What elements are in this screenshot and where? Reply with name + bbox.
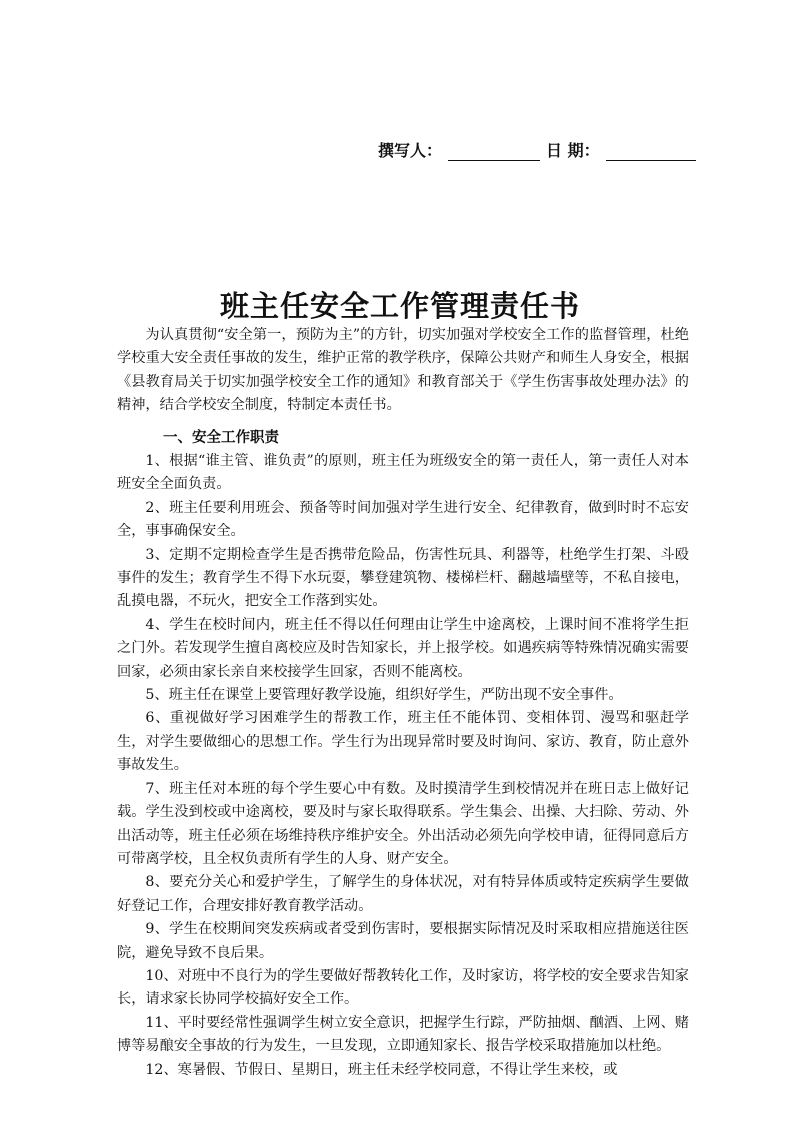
duty-item-6: 6、重视做好学习困难学生的帮教工作，班主任不能体罚、变相体罚、漫骂和驱赶学生，对学生要做细心的思想工作。学生行为出现异常时要及时询问、家访、教育，防止意外事故发生。: [117, 710, 689, 774]
duty-item-11: 11、平时要经常性强调学生树立安全意识，把握学生行踪，严防抽烟、酗酒、上网、赌博等易酿安全事故的行为发生，一旦发现，立即通知家长、报告学校采取措施加以杜绝。: [117, 1014, 689, 1055]
duty-item-2: 2、班主任要利用班会、预备等时间加强对学生进行安全、纪律教育，做到时时不忘安全，事事确保安全。: [117, 499, 689, 540]
author-blank: [448, 143, 540, 161]
duty-item-10: 10、对班中不良行为的学生要做好帮教转化工作，及时家访，将学校的安全要求告知家长，请求家长协同学校搞好安全工作。: [117, 967, 689, 1008]
section-heading: 一、安全工作职责: [163, 430, 279, 446]
signature-line: [378, 138, 688, 162]
duty-item-1: 1、根据“谁主管、谁负责”的原则，班主任为班级安全的第一责任人，第一责任人对本班安全全面负责。: [117, 453, 689, 493]
intro-paragraph: 为认真贯彻“安全第一，预防为主”的方针，切实加强对学校安全工作的监督管理，杜绝学校重大安全责任事故的发生，维护正常的教学秩序，保障公共财产和师生人身安全，根据《县教育局关于切实加强学校安全工作的通知》和教育部关于《学生伤害事故处理办法》的精神，结合学校安全制度，特制定本责任书。: [117, 327, 689, 414]
duty-list: [117, 450, 689, 1082]
duty-item-12: 12、寒暑假、节假日、星期日，班主任未经学校同意，不得让学生来校，或: [145, 1061, 618, 1078]
date-label: 日 期：: [546, 141, 600, 160]
duty-item-9: 9、学生在校期间突发疾病或者受到伤害时，要根据实际情况及时采取相应措施送往医院，避免导致不良后果。: [117, 921, 689, 961]
duty-item-5: 5、班主任在课堂上要管理好教学设施，组织好学生，严防出现不安全事件。: [145, 687, 623, 704]
intro-section: [117, 324, 689, 418]
author-label: 撰写人：: [378, 141, 443, 160]
document-title: 班主任安全工作管理责任书: [219, 289, 580, 323]
duty-item-8: 8、要充分关心和爱护学生，了解学生的身体状况，对有特异体质或特定疾病学生要做好登记工作，合理安排好教育教学活动。: [117, 874, 689, 914]
duty-item-4: 4、学生在校时间内，班主任不得以任何理由让学生中途离校，上课时间不准将学生拒之门外。若发现学生擅自离校应及时告知家长，并上报学校。如遇疾病等特殊情况确实需要回家，必须由家长亲自来校接学生回家，否则不能离校。: [117, 616, 689, 680]
date-blank: [606, 143, 696, 161]
duty-item-3: 3、定期不定期检查学生是否携带危险品，伤害性玩具、利器等，杜绝学生打架、斗殴事件的发生；教育学生不得下水玩耍，攀登建筑物、楼梯栏杆、翻越墙壁等，不私自接电，乱摸电器，不玩火，把安全工作落到实处。: [117, 546, 689, 610]
duty-item-7: 7、班主任对本班的每个学生要心中有数。及时摸清学生到校情况并在班日志上做好记载。学生没到校或中途离校，要及时与家长取得联系。学生集会、出操、大扫除、劳动、外出活动等，班主任必须在场维持秩序维护安全。外出活动必须先向学校申请，征得同意后方可带离学校，且全权负责所有学生的人身、财产安全。: [117, 780, 689, 867]
